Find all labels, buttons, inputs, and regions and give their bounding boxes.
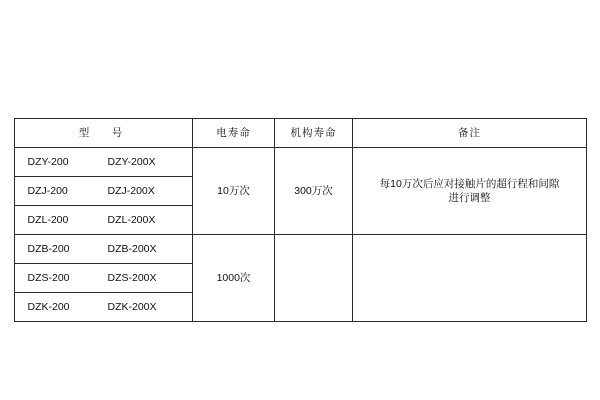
- model-code-variant: DZL-200X: [107, 213, 156, 226]
- mechanical-life-cell: 300万次: [275, 148, 353, 235]
- model-code-primary: DZY-200: [27, 155, 69, 168]
- column-header-remark: 备注: [353, 119, 587, 148]
- model-code-variant: DZS-200X: [107, 271, 157, 284]
- spec-table: [14, 118, 587, 322]
- model-cell: [15, 235, 193, 264]
- table-body: [15, 148, 587, 322]
- remark-line-2: 进行调整: [448, 192, 491, 204]
- column-header-mechanical-life: 机构寿命: [275, 119, 353, 148]
- electrical-life-cell: 10万次: [193, 148, 275, 235]
- table-row: [15, 235, 587, 264]
- model-code-primary: DZS-200: [27, 271, 70, 284]
- electrical-life-cell: 1000次: [193, 235, 275, 322]
- model-code-primary: DZJ-200: [27, 184, 68, 197]
- model-cell: [15, 293, 193, 322]
- model-code-primary: DZB-200: [27, 242, 70, 255]
- table-header-row: [15, 119, 587, 148]
- model-code-variant: DZJ-200X: [107, 184, 155, 197]
- remark-cell: [353, 148, 587, 235]
- model-cell: [15, 177, 193, 206]
- column-header-model: 型 号: [15, 119, 193, 148]
- model-cell: [15, 148, 193, 177]
- model-cell: [15, 264, 193, 293]
- table-header: [15, 119, 587, 148]
- table-row: [15, 148, 587, 177]
- spec-table-container: [14, 118, 586, 322]
- model-code-variant: DZY-200X: [107, 155, 156, 168]
- model-code-variant: DZK-200X: [107, 300, 157, 313]
- model-code-primary: DZK-200: [27, 300, 70, 313]
- mechanical-life-cell: [275, 235, 353, 322]
- column-header-electrical-life: 电寿命: [193, 119, 275, 148]
- remark-line-1: 每10万次后应对接触片的超行程和间隙: [379, 177, 560, 190]
- model-code-variant: DZB-200X: [107, 242, 157, 255]
- model-code-primary: DZL-200: [27, 213, 69, 226]
- model-cell: [15, 206, 193, 235]
- remark-cell: [353, 235, 587, 322]
